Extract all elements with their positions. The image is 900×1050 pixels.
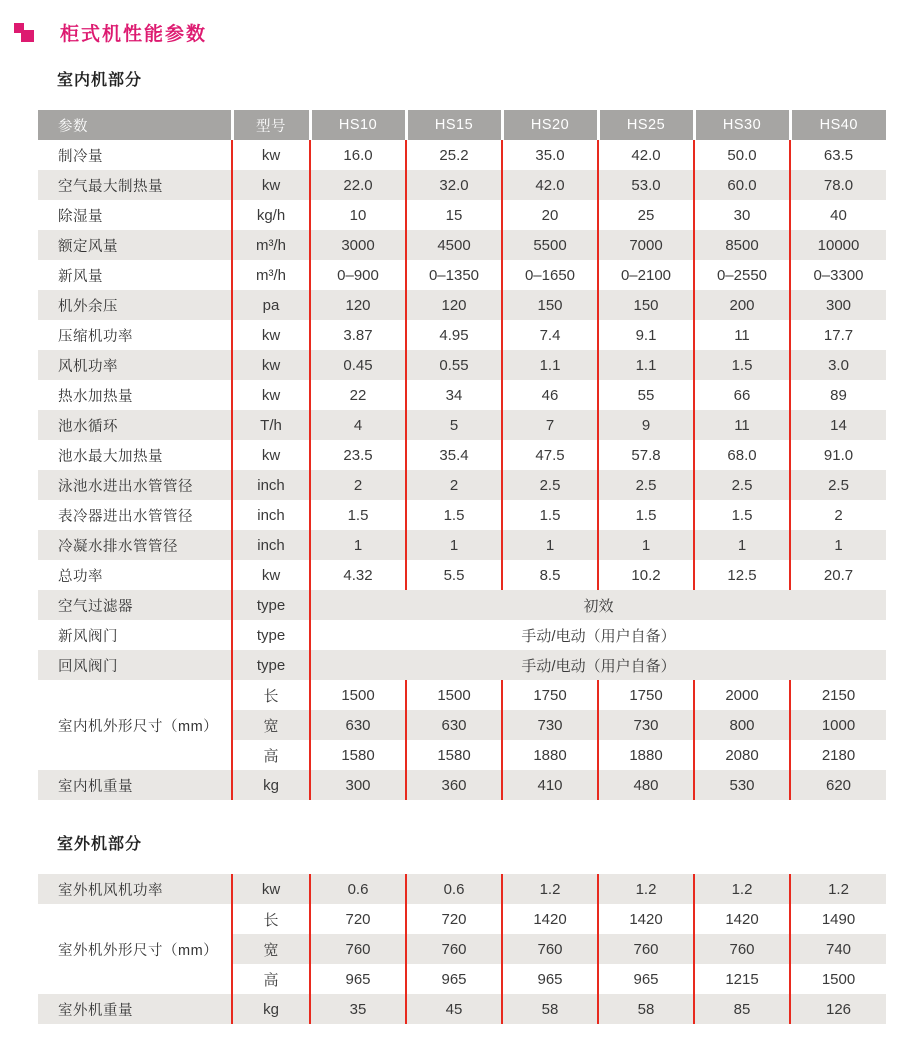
table-row bbox=[38, 470, 886, 500]
cell-param: 总功率 bbox=[38, 560, 232, 590]
cell-value: 22 bbox=[310, 380, 406, 410]
cell-value: 760 bbox=[406, 934, 502, 964]
cell-value: 800 bbox=[694, 710, 790, 740]
column-header: HS10 bbox=[310, 110, 406, 140]
cell-unit: 宽 bbox=[232, 710, 310, 740]
cell-unit: m³/h bbox=[232, 260, 310, 290]
cell-value: 1420 bbox=[694, 904, 790, 934]
cell-value: 1500 bbox=[310, 680, 406, 710]
cell-value: 1.5 bbox=[598, 500, 694, 530]
cell-value: 58 bbox=[598, 994, 694, 1024]
cell-value: 150 bbox=[598, 290, 694, 320]
cell-value: 410 bbox=[502, 770, 598, 800]
cell-value: 25.2 bbox=[406, 140, 502, 170]
cell-value: 965 bbox=[502, 964, 598, 994]
table-row bbox=[38, 320, 886, 350]
cell-value: 120 bbox=[310, 290, 406, 320]
cell-value: 760 bbox=[310, 934, 406, 964]
cell-unit: 高 bbox=[232, 740, 310, 770]
table-row bbox=[38, 560, 886, 590]
cell-value: 78.0 bbox=[790, 170, 886, 200]
table-row bbox=[38, 770, 886, 800]
cell-value: 3.87 bbox=[310, 320, 406, 350]
cell-unit: kw bbox=[232, 140, 310, 170]
cell-value: 55 bbox=[598, 380, 694, 410]
cell-value: 8500 bbox=[694, 230, 790, 260]
spec-table bbox=[38, 874, 886, 1024]
cell-param: 风机功率 bbox=[38, 350, 232, 380]
table-row bbox=[38, 680, 886, 710]
cell-value: 30 bbox=[694, 200, 790, 230]
cell-value: 14 bbox=[790, 410, 886, 440]
cell-param: 室内机重量 bbox=[38, 770, 232, 800]
cell-value: 35.0 bbox=[502, 140, 598, 170]
cell-value: 2180 bbox=[790, 740, 886, 770]
cell-value: 60.0 bbox=[694, 170, 790, 200]
cell-value: 2000 bbox=[694, 680, 790, 710]
cell-param: 泳池水进出水管管径 bbox=[38, 470, 232, 500]
cell-value: 1420 bbox=[502, 904, 598, 934]
table-row bbox=[38, 994, 886, 1024]
cell-value: 20.7 bbox=[790, 560, 886, 590]
cell-unit: type bbox=[232, 650, 310, 680]
cell-value: 89 bbox=[790, 380, 886, 410]
cell-value: 0–900 bbox=[310, 260, 406, 290]
cell-value: 17.7 bbox=[790, 320, 886, 350]
cell-unit: m³/h bbox=[232, 230, 310, 260]
cell-value: 1.5 bbox=[502, 500, 598, 530]
column-header: HS15 bbox=[406, 110, 502, 140]
cell-param: 回风阀门 bbox=[38, 650, 232, 680]
cell-value: 120 bbox=[406, 290, 502, 320]
cell-value: 1.2 bbox=[598, 874, 694, 904]
cell-value: 760 bbox=[502, 934, 598, 964]
table-row bbox=[38, 350, 886, 380]
table-row bbox=[38, 380, 886, 410]
section-title-indoor-unit: 室内机部分 bbox=[57, 72, 143, 89]
cell-value: 2 bbox=[310, 470, 406, 500]
cell-unit: 长 bbox=[232, 680, 310, 710]
cell-value: 2 bbox=[406, 470, 502, 500]
cell-value: 740 bbox=[790, 934, 886, 964]
cell-value: 4 bbox=[310, 410, 406, 440]
cell-value: 1500 bbox=[790, 964, 886, 994]
cell-value: 4.32 bbox=[310, 560, 406, 590]
cell-value: 7.4 bbox=[502, 320, 598, 350]
cell-value: 85 bbox=[694, 994, 790, 1024]
cell-value: 4500 bbox=[406, 230, 502, 260]
cell-value: 530 bbox=[694, 770, 790, 800]
cell-value: 1.1 bbox=[502, 350, 598, 380]
cell-unit: pa bbox=[232, 290, 310, 320]
cell-value: 720 bbox=[310, 904, 406, 934]
table-row bbox=[38, 590, 886, 620]
cell-value: 22.0 bbox=[310, 170, 406, 200]
table-row bbox=[38, 200, 886, 230]
cell-param: 新风量 bbox=[38, 260, 232, 290]
cell-value: 1.2 bbox=[790, 874, 886, 904]
cell-unit: type bbox=[232, 620, 310, 650]
cell-unit: kw bbox=[232, 440, 310, 470]
cell-value: 11 bbox=[694, 320, 790, 350]
cell-value: 1.2 bbox=[694, 874, 790, 904]
cell-param: 表冷器进出水管管径 bbox=[38, 500, 232, 530]
cell-value: 57.8 bbox=[598, 440, 694, 470]
section-title-outdoor-unit: 室外机部分 bbox=[57, 836, 143, 853]
cell-param: 室外机重量 bbox=[38, 994, 232, 1024]
cell-value: 42.0 bbox=[502, 170, 598, 200]
table-row bbox=[38, 650, 886, 680]
cell-value: 34 bbox=[406, 380, 502, 410]
cell-param: 新风阀门 bbox=[38, 620, 232, 650]
cell-value: 1500 bbox=[406, 680, 502, 710]
cell-unit: inch bbox=[232, 500, 310, 530]
cell-value: 2150 bbox=[790, 680, 886, 710]
cell-value: 10000 bbox=[790, 230, 886, 260]
cell-unit: 宽 bbox=[232, 934, 310, 964]
cell-value: 1580 bbox=[406, 740, 502, 770]
page-title: 柜式机性能参数 bbox=[60, 23, 208, 45]
cell-unit: kg bbox=[232, 770, 310, 800]
cell-value: 1 bbox=[598, 530, 694, 560]
cell-value: 35.4 bbox=[406, 440, 502, 470]
cell-value: 1750 bbox=[598, 680, 694, 710]
cell-value: 630 bbox=[406, 710, 502, 740]
cell-value: 2080 bbox=[694, 740, 790, 770]
cell-value: 68.0 bbox=[694, 440, 790, 470]
cell-value: 16.0 bbox=[310, 140, 406, 170]
cell-value: 3000 bbox=[310, 230, 406, 260]
cell-param: 冷凝水排水管管径 bbox=[38, 530, 232, 560]
cell-unit: type bbox=[232, 590, 310, 620]
cell-value: 9 bbox=[598, 410, 694, 440]
cell-merged-value: 初效 bbox=[310, 590, 886, 620]
cell-unit: 高 bbox=[232, 964, 310, 994]
cell-value: 1 bbox=[406, 530, 502, 560]
cell-value: 10.2 bbox=[598, 560, 694, 590]
cell-unit: kw bbox=[232, 320, 310, 350]
table-row bbox=[38, 620, 886, 650]
table-row bbox=[38, 440, 886, 470]
table-row bbox=[38, 874, 886, 904]
cell-value: 1 bbox=[694, 530, 790, 560]
cell-param: 热水加热量 bbox=[38, 380, 232, 410]
cell-param: 压缩机功率 bbox=[38, 320, 232, 350]
cell-value: 730 bbox=[502, 710, 598, 740]
cell-value: 46 bbox=[502, 380, 598, 410]
cell-value: 10 bbox=[310, 200, 406, 230]
cell-value: 1.5 bbox=[694, 350, 790, 380]
cell-value: 9.1 bbox=[598, 320, 694, 350]
cell-value: 360 bbox=[406, 770, 502, 800]
column-header: HS30 bbox=[694, 110, 790, 140]
cell-value: 5.5 bbox=[406, 560, 502, 590]
outdoor-unit-table-host bbox=[38, 874, 900, 1024]
cell-value: 1.5 bbox=[406, 500, 502, 530]
cell-value: 1750 bbox=[502, 680, 598, 710]
cell-value: 200 bbox=[694, 290, 790, 320]
pink-square-large bbox=[21, 30, 34, 42]
cell-value: 8.5 bbox=[502, 560, 598, 590]
column-header: HS25 bbox=[598, 110, 694, 140]
cell-value: 2.5 bbox=[502, 470, 598, 500]
cell-value: 630 bbox=[310, 710, 406, 740]
cell-value: 1 bbox=[310, 530, 406, 560]
cell-value: 20 bbox=[502, 200, 598, 230]
cell-value: 0.6 bbox=[310, 874, 406, 904]
column-header: HS20 bbox=[502, 110, 598, 140]
table-header-row bbox=[38, 110, 886, 140]
cell-value: 480 bbox=[598, 770, 694, 800]
cell-value: 42.0 bbox=[598, 140, 694, 170]
cell-value: 730 bbox=[598, 710, 694, 740]
cell-value: 0–2550 bbox=[694, 260, 790, 290]
cell-value: 1580 bbox=[310, 740, 406, 770]
table-row bbox=[38, 140, 886, 170]
cell-value: 5 bbox=[406, 410, 502, 440]
spec-table bbox=[38, 110, 886, 800]
cell-param: 额定风量 bbox=[38, 230, 232, 260]
cell-value: 1 bbox=[502, 530, 598, 560]
table-body bbox=[38, 874, 886, 1024]
cell-value: 11 bbox=[694, 410, 790, 440]
cell-unit: kg bbox=[232, 994, 310, 1024]
cell-value: 2.5 bbox=[694, 470, 790, 500]
cell-value: 15 bbox=[406, 200, 502, 230]
cell-value: 0.6 bbox=[406, 874, 502, 904]
cell-value: 0.55 bbox=[406, 350, 502, 380]
cell-value: 40 bbox=[790, 200, 886, 230]
cell-value: 3.0 bbox=[790, 350, 886, 380]
cell-unit: inch bbox=[232, 470, 310, 500]
indoor-unit-table-host bbox=[38, 110, 900, 800]
cell-value: 300 bbox=[310, 770, 406, 800]
cell-value: 5500 bbox=[502, 230, 598, 260]
cell-value: 0–2100 bbox=[598, 260, 694, 290]
cell-value: 300 bbox=[790, 290, 886, 320]
cell-merged-value: 手动/电动（用户自备） bbox=[310, 650, 886, 680]
cell-value: 1215 bbox=[694, 964, 790, 994]
cell-value: 12.5 bbox=[694, 560, 790, 590]
cell-value: 91.0 bbox=[790, 440, 886, 470]
cell-value: 126 bbox=[790, 994, 886, 1024]
table-row bbox=[38, 170, 886, 200]
cell-value: 63.5 bbox=[790, 140, 886, 170]
cell-unit: T/h bbox=[232, 410, 310, 440]
cell-param: 室外机外形尺寸（mm） bbox=[38, 904, 232, 994]
column-header-param: 参数 bbox=[38, 110, 232, 140]
cell-value: 32.0 bbox=[406, 170, 502, 200]
cell-value: 1420 bbox=[598, 904, 694, 934]
table-row bbox=[38, 530, 886, 560]
cell-value: 0.45 bbox=[310, 350, 406, 380]
cell-value: 620 bbox=[790, 770, 886, 800]
cell-param: 空气过滤器 bbox=[38, 590, 232, 620]
cell-value: 0–1350 bbox=[406, 260, 502, 290]
cell-value: 1.5 bbox=[694, 500, 790, 530]
cell-value: 1.2 bbox=[502, 874, 598, 904]
pink-squares-icon bbox=[14, 22, 36, 43]
cell-value: 760 bbox=[694, 934, 790, 964]
column-header: HS40 bbox=[790, 110, 886, 140]
cell-value: 2.5 bbox=[598, 470, 694, 500]
cell-param: 池水最大加热量 bbox=[38, 440, 232, 470]
cell-value: 965 bbox=[310, 964, 406, 994]
cell-param: 除湿量 bbox=[38, 200, 232, 230]
cell-value: 4.95 bbox=[406, 320, 502, 350]
cell-value: 7 bbox=[502, 410, 598, 440]
cell-value: 35 bbox=[310, 994, 406, 1024]
cell-param: 室内机外形尺寸（mm） bbox=[38, 680, 232, 770]
cell-value: 1 bbox=[790, 530, 886, 560]
cell-merged-value: 手动/电动（用户自备） bbox=[310, 620, 886, 650]
cell-unit: inch bbox=[232, 530, 310, 560]
cell-value: 1490 bbox=[790, 904, 886, 934]
table-header bbox=[38, 110, 886, 140]
cell-value: 7000 bbox=[598, 230, 694, 260]
cell-unit: kw bbox=[232, 350, 310, 380]
cell-value: 25 bbox=[598, 200, 694, 230]
cell-value: 2 bbox=[790, 500, 886, 530]
cell-value: 66 bbox=[694, 380, 790, 410]
cell-value: 50.0 bbox=[694, 140, 790, 170]
cell-value: 1880 bbox=[598, 740, 694, 770]
cell-unit: 长 bbox=[232, 904, 310, 934]
spec-document bbox=[0, 21, 900, 1024]
cell-param: 空气最大制热量 bbox=[38, 170, 232, 200]
cell-value: 0–1650 bbox=[502, 260, 598, 290]
cell-param: 制冷量 bbox=[38, 140, 232, 170]
cell-param: 室外机风机功率 bbox=[38, 874, 232, 904]
cell-value: 720 bbox=[406, 904, 502, 934]
column-header: 型号 bbox=[232, 110, 310, 140]
table-row bbox=[38, 904, 886, 934]
cell-value: 1880 bbox=[502, 740, 598, 770]
cell-value: 1.1 bbox=[598, 350, 694, 380]
table-row bbox=[38, 410, 886, 440]
cell-value: 0–3300 bbox=[790, 260, 886, 290]
cell-value: 23.5 bbox=[310, 440, 406, 470]
cell-value: 965 bbox=[406, 964, 502, 994]
cell-unit: kg/h bbox=[232, 200, 310, 230]
table-row bbox=[38, 290, 886, 320]
table-body bbox=[38, 140, 886, 800]
cell-value: 1000 bbox=[790, 710, 886, 740]
cell-value: 150 bbox=[502, 290, 598, 320]
cell-unit: kw bbox=[232, 874, 310, 904]
cell-value: 1.5 bbox=[310, 500, 406, 530]
cell-value: 53.0 bbox=[598, 170, 694, 200]
table-row bbox=[38, 260, 886, 290]
cell-unit: kw bbox=[232, 560, 310, 590]
cell-value: 760 bbox=[598, 934, 694, 964]
cell-param: 机外余压 bbox=[38, 290, 232, 320]
cell-param: 池水循环 bbox=[38, 410, 232, 440]
table-row bbox=[38, 500, 886, 530]
cell-value: 58 bbox=[502, 994, 598, 1024]
cell-value: 2.5 bbox=[790, 470, 886, 500]
cell-value: 47.5 bbox=[502, 440, 598, 470]
cell-unit: kw bbox=[232, 170, 310, 200]
cell-value: 45 bbox=[406, 994, 502, 1024]
cell-value: 965 bbox=[598, 964, 694, 994]
table-row bbox=[38, 230, 886, 260]
page-title-block bbox=[14, 21, 900, 43]
cell-unit: kw bbox=[232, 380, 310, 410]
